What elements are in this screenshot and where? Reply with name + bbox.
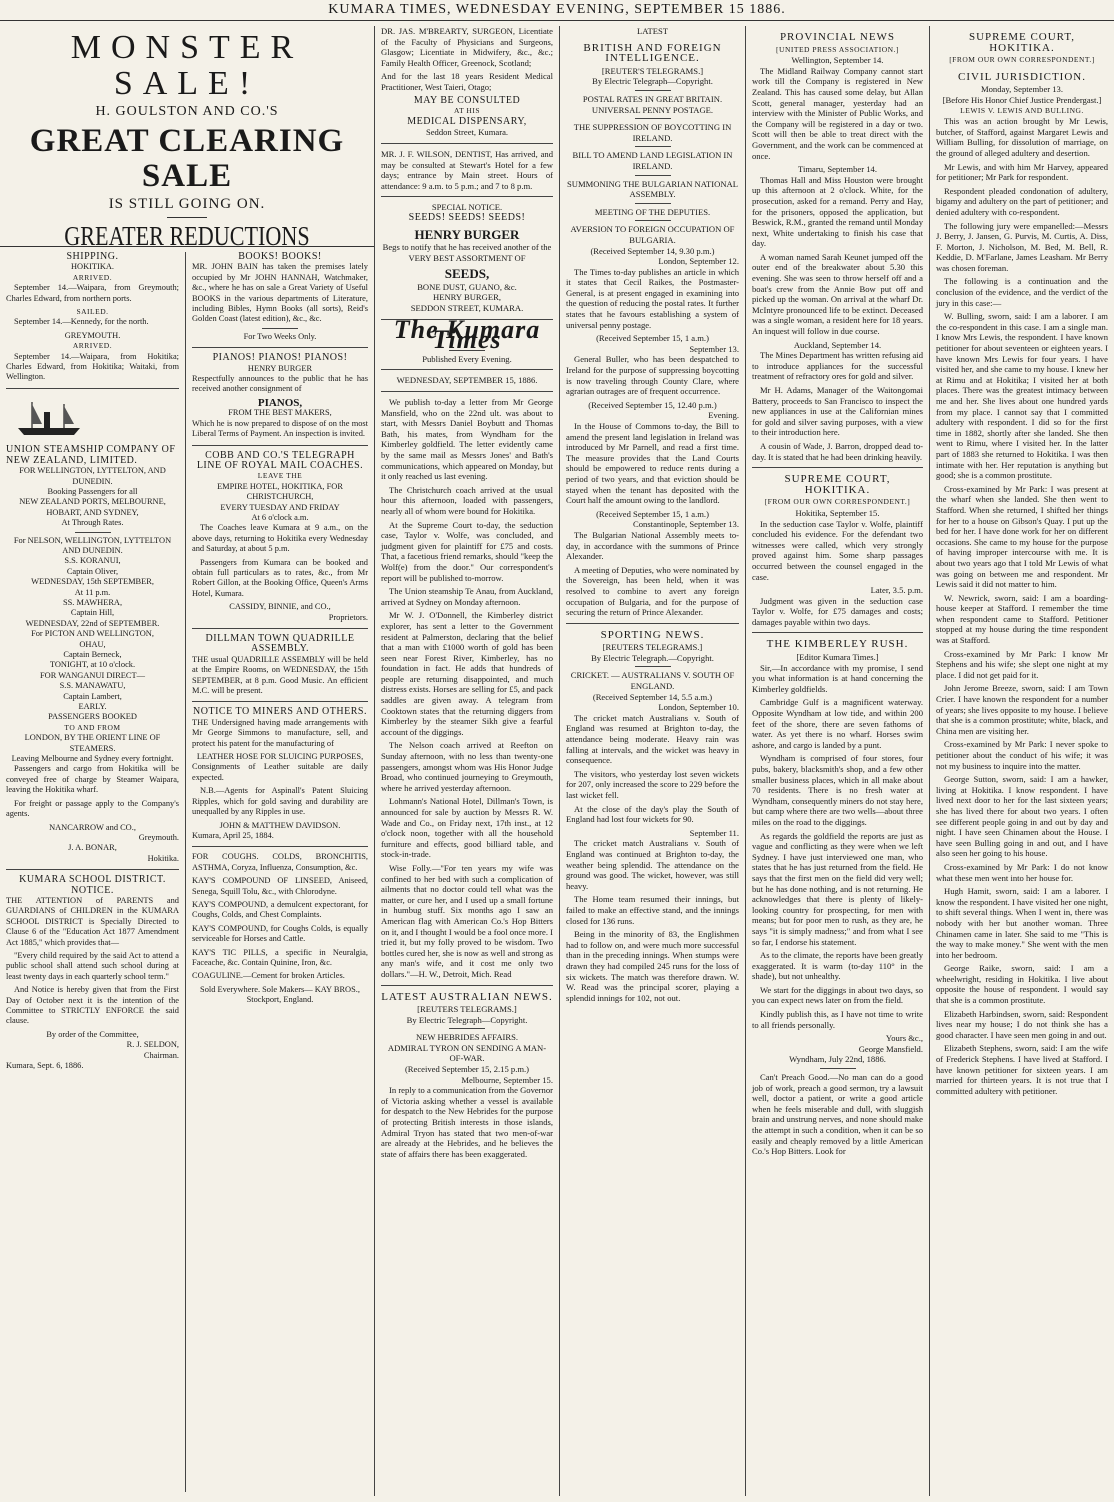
brit-received: (Received September 15, 1 a.m.)	[596, 333, 709, 344]
times-paragraph: The Nelson coach arrived at Reefton on Sunday afternoon, with no less than twenty-one passengers, amongst whom was His Honor Judge Broad, who continued journeying to Greymouth, where he arrived yesterday afternoon.	[381, 740, 553, 793]
civil-sub: [FROM OUR OWN CORRESPONDENT.]	[949, 55, 1095, 65]
hokitika-sailings: September 14.—Kennedy, for the north.	[14, 317, 149, 327]
civil-body: George Sutton, sworn, said: I am a hawker, living at Hokitika. I know respondent. I have lived next door to her for the last sixteen years; she has lived there for about two years. I often see different people going in and out by day and night. I have seen Chinamen about the House. I have seen Bulling going in and out, and I have also seen her going to his house.	[936, 774, 1108, 859]
school-quote: "Every child required by the said Act to attend a public school shall attend such school during at least twenty days in each quarterly school term."	[6, 950, 179, 981]
mcbrearty-body2: And for the last 18 years Resident Medical Practitioner, West Taieri, Otago;	[381, 71, 553, 92]
brit-dateline: London, September 12.	[658, 256, 739, 267]
books-body: MR. JOHN BAIN has taken the premises lately occupied by Mr JOHN HANNAH, Watchmaker, &c., where he has on sale a Great Variety of Useful BOOKS in the various departments of Literature, including Bibles, Hymn Books (all sorts), Reid's Golden Coast (latest edition), &c., &c.	[192, 262, 368, 324]
divider	[0, 246, 374, 247]
divider	[635, 220, 671, 221]
civil-date: Monday, September 13.	[980, 84, 1064, 95]
divider	[635, 90, 671, 91]
brit-headline: THE SUPPRESSION OF BOYCOTTING IN IRELAND.	[573, 122, 732, 143]
cricket-dateline: London, September 10.	[658, 702, 739, 713]
school-notice: NOTICE.	[71, 884, 114, 896]
civil-body: Elizabeth Harbindsen, sworn, said: Respondent lives near my house; I do not think she has a good character. I have seen men going in and out.	[936, 1008, 1108, 1040]
seeds-body: Begs to notify that he has received another of the	[382, 242, 552, 253]
hokitika-heading: HOKITIKA.	[70, 262, 115, 272]
brit-body: General Buller, who has been despatched to Ireland for the purpose of suppressing boycotting is now traveling through County Clare, where agrarian outrages are of frequent occurrence.	[566, 354, 739, 397]
times-paragraph: Wise Folly.—"For ten years my wife was confined to her bed with such a complication of ailments that no doctor could tell what was the matter, or cure her, and I used up a small fortune in humbug stuff. Six months ago I saw an American flag with American Co.'s Hop Bitters on it, and I thought I would be a fool once more. I tried it, but my folly proved to be wisdom. Two bottles cured her, she is now as well and strong as any man's wife, and it cost me only two dollars."—H. W., Detroit, Mich. Read	[381, 862, 553, 979]
prov-dateline: Auckland, September 14.	[793, 339, 882, 350]
ad-goulston-small: H. GOULSTON AND CO.'S	[95, 104, 279, 120]
kay-sold: Sold Everywhere. Sole Makers— KAY BROS., Stockport, England.	[200, 984, 360, 1005]
union-line: For NELSON, WELLINGTON, LYTTELTON AND DUNEDIN.	[13, 535, 172, 555]
cobb-body: The Coaches leave Kumara at 9 a.m., on the above days, returning to Hokitika every Wednesday and Saturday, at about 5 p.m.	[192, 523, 368, 554]
arrived-label: ARRIVED.	[72, 341, 113, 351]
sc-title: SUPREME COURT, HOKITIKA.	[784, 473, 891, 496]
aust-title: LATEST AUSTRALIAN NEWS.	[381, 990, 553, 1003]
divider	[381, 369, 553, 370]
civil-case: LEWIS V. LEWIS AND BULLING.	[960, 105, 1084, 115]
school-role: Chairman.	[143, 1050, 179, 1060]
union-line: At 11 p.m.	[74, 587, 111, 597]
miners-title: NOTICE TO MINERS AND OTHERS.	[193, 706, 367, 718]
divider	[752, 467, 923, 468]
union-line: At Through Rates.	[61, 518, 124, 528]
brit-headline: POSTAL RATES IN GREAT BRITAIN.	[582, 93, 723, 104]
divider	[262, 328, 298, 329]
union-line: LONDON, BY THE ORIENT LINE OF STEAMERS.	[24, 733, 161, 753]
seeds-word: SEEDS,	[444, 266, 490, 282]
divider	[635, 175, 671, 176]
union-line: For freight or passage apply to the Company's agents.	[6, 798, 179, 819]
civil-before: [Before His Honor Chief Justice Prendergast.]	[942, 94, 1102, 105]
brit-body: The Times to-day publishes an article in which it states that Cecil Raikes, the Postmaster-General, is at present engaged in examining into the question of reducing the postal rates. It further states that he favours establishing a system of universal penny postage.	[566, 266, 739, 330]
union-line: FOR WELLINGTON, LYTTELTON, AND DUNEDIN.	[19, 466, 166, 486]
divider	[192, 628, 368, 629]
greymouth-heading: GREYMOUTH.	[64, 330, 121, 340]
seeds-v: VERY BEST ASSORTMENT OF	[408, 252, 526, 263]
prov-body: The Mines Department has written refusing aid to introduce appliances for the successful treatment of refractory ores for gold and silver.	[752, 350, 923, 382]
union-line: OHAU,	[79, 639, 106, 649]
cobb-hotel: EMPIRE HOTEL, HOKITIKA, FOR CHRISTCHURCH,	[217, 481, 343, 502]
masthead: KUMARA TIMES, WEDNESDAY EVENING, SEPTEMBER 15 1886.	[0, 0, 1114, 21]
kim-body: Cambridge Gulf is a magnificent waterway. Opposite Wyndham at low tide, and within 200 feet of the shore, there are seven fathoms of water. As yet there is no wharf. Horses swim ashore, and cargo is landed by a punt.	[752, 697, 923, 750]
cricket-received: (Received September 14, 5.5 a.m.)	[592, 691, 713, 702]
greymouth-arrivals: September 14.—Waipara, from Hokitika; Charles Edward, from Hokitika; Waitaki, from Wellington.	[6, 351, 179, 382]
cricket-dateline: September 11.	[689, 827, 739, 838]
seeds-special: SPECIAL NOTICE.	[431, 202, 503, 213]
union-line: Captain Oliver,	[66, 566, 119, 576]
kim-body: As regards the goldfield the reports are just as vague and conflicting as they were when we left Sydney. I have just interviewed one man, who states that he has just returned from the field. He says that the first men on the field did very well; but he has done nothing, and is not returning. He acknowledges that there is plenty of likely-looking country for prospecting, for men with means; but for poor men to rush, as they are, he says "it is simply madness;" and from what I see so far, I endorse his statement.	[752, 830, 923, 947]
times-paragraph: At the Supreme Court to-day, the seduction case, Taylor v. Wolfe, was concluded, and judgment given for plaintiff for £75 and costs. That, a facetious friend remarks, should "keep the Wolf(e) from the door." Our correspondent's report will be published to-morrow.	[381, 519, 553, 583]
dillman-body: THE usual QUADRILLE ASSEMBLY will be held at the Empire Rooms, on WEDNESDAY, the 15th SEPTEMBER, at 8 p.m. Good Music. An efficient M.C. will be present.	[192, 654, 368, 696]
newspaper-nameplate: The Kumara Times	[393, 314, 541, 355]
brit-received: (Received September 15, 1 a.m.)	[596, 508, 709, 519]
divider	[381, 391, 553, 392]
brit-headline: AVERSION TO FOREIGN OCCUPATION OF BULGARIA.	[570, 224, 735, 245]
brit-dateline: September 13.	[689, 343, 739, 354]
civil-body: The following is a continuation and the conclusion of the evidence, and the verdict of the jury in this case:—	[936, 276, 1108, 308]
cobb-body2: Passengers from Kumara can be booked and obtain full particulars as to rates, &c., from Mr Robert Gillon, at the Booking Office, Queen's Arms Hotel, Kumara.	[192, 557, 368, 598]
goulston-ad	[0, 26, 374, 246]
kim-body: Kindly publish this, as I have not time to write to all friends personally.	[752, 1009, 923, 1030]
brit-dateline: Evening.	[708, 410, 739, 421]
pianos-body: Respectfully announces to the public that he has received another consignment of	[192, 374, 368, 394]
cobb-role: Proprietors.	[328, 612, 368, 622]
divider	[6, 388, 179, 389]
nh-body: In reply to a communication from the Governor of Victoria asking whether a vessel is available for despatch to the New Hebrides for the purpose of protecting British interests in those islands, Admiral Tryon has stated that two men-of-war are already at the Hebrides, and he believes the state of affairs there has been exaggerated.	[381, 1085, 553, 1159]
kay-item: KAY'S COMPOUND OF LINSEED, Aniseed, Senega, Squill Tolu, &c., with Chlorodyne.	[192, 876, 368, 896]
divider	[6, 869, 179, 870]
kay-item: KAY'S COMPOUND, for Coughs Colds, is equally serviceable for Horses and Cattle.	[192, 923, 368, 944]
union-line: S.S. KORANUI,	[64, 556, 121, 566]
miners-hose: LEATHER HOSE FOR SLUICING PURPOSES,	[196, 752, 364, 762]
supreme-court-column	[930, 26, 1114, 1496]
hokitika-arrivals: September 14.—Waipara, from Greymouth; Charles Edward, from northern ports.	[6, 283, 179, 303]
prov-body: The Midland Railway Company cannot start work till the Company is registered in New Zealand. This has caused some delay, but Allan Scott, general manager, yesterday had an interview with the Minister of Public Works, and the Company will be registered in a day or two. Scott will then be able to treat direct with the Government, and the work can be commenced at once.	[752, 65, 923, 161]
divider	[192, 846, 368, 847]
miners-nb: N.B.—Agents for Aspinall's Patent Sluicing Ripples, which for gold saving and durability are unequalled by any Ripples in use.	[192, 786, 368, 817]
union-title: UNION STEAMSHIP COMPANY OF NEW ZEALAND, LIMITED.	[6, 444, 176, 466]
cobb-sign: CASSIDY, BINNIE, and CO.,	[229, 602, 331, 612]
mcbrearty-body: DR. JAS. M'BREARTY, SURGEON, Licentiate of the Faculty of Physicians and Surgeons, Glasgow; Licentiate in Midwifery, &c., &c.; Family Health Officer, Greenock, Scotland;	[381, 26, 553, 68]
brit-headline: BILL TO AMEND LAND LEGISLATION IN IRELAND.	[572, 150, 733, 171]
civil-body: George Raike, sworn, said: I am a wheelwright, residing in Hokitika. I live about opposite the house of respondent. I would say that she is a common prostitute.	[936, 963, 1108, 1006]
civil-body: Cross-examined by Mr Park: I do not know what these men went into her house for.	[936, 861, 1108, 883]
times-paragraph: The Union steamship Te Anau, from Auckland, arrived at Sydney on Monday afternoon.	[381, 586, 553, 607]
kay-item: KAY'S TIC PILLS, a specific in Neuralgia, Faceache, &c. Contain Quinine, Iron, &c.	[192, 947, 368, 967]
union-line: EARLY.	[78, 702, 107, 712]
pianos-makers: FROM THE BEST MAKERS,	[228, 408, 332, 418]
union-line: WEDNESDAY, 22nd of SEPTEMBER.	[25, 618, 160, 628]
school-body2: And Notice is hereby given that from the First Day of October next it is the intention of the Committee to STRICTLY ENFORCE the said clause.	[6, 985, 179, 1026]
divider	[449, 1028, 485, 1029]
prov-body: Mr H. Adams, Manager of the Waitongomai Battery, proceeds to San Francisco to inspect the new appliances in use at the Californian mines for gold and silver saving purposes, with a view to their introduction here.	[752, 385, 923, 438]
ad-greater-reductions: GREATER REDUCTIONS	[64, 221, 310, 246]
brit-received: (Received September 14, 9.30 p.m.)	[590, 245, 715, 256]
prov-dateline: Wellington, September 14.	[791, 55, 884, 66]
kim-date: Wyndham, July 22nd, 1886.	[789, 1054, 886, 1065]
times-date: WEDNESDAY, SEPTEMBER 15, 1886.	[396, 375, 538, 386]
cricket-title: CRICKET. — AUSTRALIANS V. SOUTH OF ENGLAND.	[570, 670, 735, 692]
union-line: WEDNESDAY, 15th SEPTEMBER,	[31, 577, 154, 587]
books-title: BOOKS! BOOKS!	[238, 252, 322, 262]
brit-dateline: Constantinople, September 13.	[633, 519, 739, 530]
cricket-body: The cricket match Australians v. South of England was resumed at Brighton to-day, the attendance being moderate. Heavy rain was falling at intervals, and the wicket was heavy in consequence.	[566, 712, 739, 766]
union-line: PASSENGERS BOOKED	[48, 712, 137, 722]
kim-body: We start for the diggings in about two days, so you can expect news later on from the field.	[752, 984, 923, 1006]
divider	[752, 632, 923, 633]
union-line: Greymouth.	[138, 832, 179, 842]
kay-item: COAGULINE.—Cement for broken Articles.	[192, 971, 345, 981]
kim-body: As to the climate, the reports have been greatly exaggerated. It is warm (to-day 110° in the shade), but not unhealthy.	[752, 950, 923, 982]
prov-body: A woman named Sarah Keunet jumped off the outer end of the breakwater about 5.30 this evening. She was seen to throw herself off and a boat's crew from the Annie Bow put off and picked up the woman. On arrival at the wharf Dr. McIntyre pronounced life to be extinct. Deceased was a single woman, a resident here for 18 years. An inquest will follow in due course.	[752, 251, 923, 337]
sport-by: By Electric Telegraph.—Copyright.	[591, 652, 714, 663]
brit-headline: SUMMONING THE BULGARIAN NATIONAL ASSEMBLY.	[567, 178, 738, 200]
seeds-name: HENRY BURGER	[414, 226, 520, 242]
civil-heading: CIVIL JURISDICTION.	[958, 70, 1086, 83]
pianos-word: PIANOS,	[257, 396, 303, 409]
kim-yours: Yours &c.,	[885, 1033, 923, 1044]
union-line: TONIGHT, at 10 o'clock.	[49, 660, 136, 670]
miners-body2: Consignments of Leather suitable are daily expected.	[192, 762, 368, 782]
union-line: Booking Passengers for all	[47, 486, 138, 496]
cricket-body: The visitors, who yesterday lost seven wickets for 207, only increased the score to 229 before the last wicket fell.	[566, 768, 739, 800]
divider	[820, 1068, 856, 1069]
times-paragraph: Mr W. J. O'Donnell, the Kimberley district explorer, has sent a letter to the Government resident at Palmerston, declaring that the belief that a man with £1000 worth of gold has been seen near Forest River, Kimberley, has no foundation in fact. He adds that hundreds of people are returning disappointed, and much distress exists. Horses are selling for £5, and pack saddles are given away. A telegram from Cooktown states that the returning diggers from Kimberley by the steamer Sikh give a fearful account of the diggings.	[381, 610, 553, 737]
cricket-body: Being in the minority of 83, the Englishmen had to follow on, and were much more successful than in the preceding innings. When stumps were drawn they had compiled 245 runs for the loss of six wickets. The match was therefore drawn. W. W. Read was the principal scorer, playing a splendid innings for 102, not out.	[566, 929, 739, 1003]
civil-body: Mr Lewis, and with him Mr Harvey, appeared for petitioner; Mr Park for respondent.	[936, 161, 1108, 183]
union-line: NANCARROW and CO.,	[49, 822, 136, 832]
miners-sign: JOHN & MATTHEW DAVIDSON.	[219, 820, 341, 830]
civil-body: Elizabeth Stephens, sworn, said: I am the wife of Frederick Stephens. I have lived at Stafford. I have known petitioner for sixteen years. I am married for thirteen years. It is not true that I committed adultery with petitioner.	[936, 1043, 1108, 1096]
miners-date: Kumara, April 25, 1884.	[192, 830, 274, 840]
union-line: Captain Berneck,	[63, 650, 122, 659]
prov-sub: [UNITED PRESS ASSOCIATION.]	[776, 44, 899, 54]
cricket-body: The Home team resumed their innings, but failed to make an effective stand, and the innings closed for 136 runs.	[566, 894, 739, 926]
brit-body: The Bulgarian National Assembly meets to-day, in accordance with the summons of Prince Alexander.	[566, 529, 739, 562]
mcbrearty-at: AT HIS	[454, 106, 480, 116]
brit-headline: UNIVERSAL PENNY POSTAGE.	[591, 104, 714, 115]
editorial-column	[374, 26, 560, 1496]
divider	[192, 445, 368, 446]
union-line: Captain Hill,	[70, 608, 115, 618]
divider	[635, 118, 671, 119]
sport-sub: [REUTERS TELEGRAMS.]	[602, 642, 703, 653]
civil-body: Respondent pleaded condonation of adultery, bigamy and adultery on the part of petitioner; and denied adultery with co-respondent.	[936, 185, 1108, 217]
civil-body: Cross-examined by Mr Park: I was present at the wharf when she landed. She then went to Stafford. When she returned, I shifted her things for her to a house on Gibson's Quay. I put up the bed for her. I have done work for her on different occasions. She came to my house for the purpose of having improper intercourse with me. It is about two years ago that I told Mr Lewis of what was going on between me and respondent. Mr Lewis said it did not matter to him.	[936, 483, 1108, 590]
ads-column	[186, 252, 374, 1492]
arrived-label: ARRIVED.	[72, 272, 113, 282]
cricket-body: At the close of the day's play the South of England had lost four wickets for 90.	[566, 803, 739, 825]
kim-title: THE KIMBERLEY RUSH.	[766, 638, 909, 651]
civil-body: W. Newrick, sworn, said: I am a boarding-house keeper at Stafford. I remember the time when respondent came to Stafford. Petitioner stopped at my house during the time respondent was at Stafford.	[936, 592, 1108, 646]
wilson-body: MR. J. F. WILSON, DENTIST, Has arrived, and may be consulted at Stewart's Hotel for a few days; entrance by Main street. Hours of attendance: 9 a.m. to 5 p.m.; and 7 to 8 p.m.	[381, 148, 553, 191]
civil-body: Cross-examined by Mr Park: I know Mr Stephens and his wife; she slept one night at my place. I did not get paid for it.	[936, 648, 1108, 680]
miners-body: THE Undersigned having made arrangements with Mr George Simmons to manufacture, sell, and protect his patent for the manufacturing of	[192, 717, 368, 748]
divider	[381, 985, 553, 986]
cobb-time: At 6 o'clock a.m.	[251, 512, 309, 522]
school-body: THE ATTENTION of PARENTS and GUARDIANS of CHILDREN in the KUMARA SCHOOL DISTRICT is Specially Directed to Clause 6 of the "Education Act 1877 Amendment Act 1885," which provides that—	[6, 895, 179, 947]
ad-still-going: IS STILL GOING ON.	[108, 196, 266, 213]
brit-by: By Electric Telegraph—Copyright.	[592, 76, 713, 87]
cobb-leave: LEAVE THE	[257, 471, 303, 481]
school-order: By order of the Committee,	[46, 1029, 139, 1039]
brit-latest: LATEST	[636, 26, 669, 36]
brit-headline: MEETING OF THE DEPUTIES.	[594, 206, 711, 217]
kim-body: Sir,—In accordance with my promise, I send you what information is at hand concerning the Kimberley goldfields.	[752, 662, 923, 694]
civil-body: The following jury were empanelled:—Messrs J. Berry, J. Jansen, G. Purvis, M. Curtis, A. Diss, F. Morton, J. Nicholson, M. Bed, M. Bell, R. Keddie, D. M'Farlane, James Leasham. Mr Berry was chosen foreman.	[936, 220, 1108, 273]
brit-body: In the House of Commons to-day, the Bill to amend the present land legislation in Ireland was introduced by Mr Parnell, and read a first time. The measure provides that the Land Courts should be empowered to reduce rents during a period of two years, and that eviction should be stayed when the tenant has deposited with the Court half the amount owing to the landlord.	[566, 421, 739, 506]
brit-sub: [REUTER'S TELEGRAMS.]	[601, 65, 704, 76]
times-paragraph: The Christchurch coach arrived at the usual hour this afternoon, loaded with passengers, nearly all of whom were bound for Hokitika.	[381, 484, 553, 516]
aust-by: By Electric Telegraph—Copyright.	[406, 1014, 528, 1025]
union-line: S.S. MANAWATU,	[59, 681, 126, 691]
union-line: Passengers and cargo from Hokitika will be conveyed free of charge by Steamer Waipara, leaving the Hokitika wharf.	[6, 764, 179, 795]
seeds-addr: SEDDON STREET, KUMARA.	[410, 303, 524, 314]
civil-body: Cross-examined by Mr Park: I never spoke to petitioner about the conduct of his wife; it was not my business to inquire into the matter.	[936, 739, 1108, 771]
union-line: For PICTON AND WELLINGTON,	[31, 629, 154, 639]
divider	[381, 196, 553, 197]
shipping-column	[0, 252, 186, 1492]
ad-monster-sale: MONSTER SALE!	[70, 29, 304, 102]
divider	[192, 347, 368, 348]
times-pub: Published Every Evening.	[422, 353, 512, 364]
kim-body: Wyndham is comprised of four stores, four pubs, bakery, blacksmith's shop, and a few other smaller business places, which in all make about 70 residents. There is no fresh water at Wyndham, consequently miners do not stay here, but camp where there are two wells—about three miles on the road to the diggings.	[752, 753, 923, 827]
brit-received: (Received September 15, 12.40 p.m.)	[588, 399, 717, 410]
sc-sub: [FROM OUR OWN CORRESPONDENT.]	[764, 497, 911, 507]
school-sign: R. J. SELDON,	[126, 1040, 179, 1050]
prov-dateline: Timaru, September 14.	[798, 164, 877, 175]
steamship-icon	[14, 398, 84, 438]
cobb-days: EVERY TUESDAY AND FRIDAY	[220, 502, 340, 512]
union-line: J. A. BONAR,	[68, 843, 117, 853]
pianos-name: HENRY BURGER	[247, 363, 313, 373]
pianos-body2: Which he is now prepared to dispose of on the most Liberal Terms of Payment. An inspection is invited.	[192, 418, 368, 439]
mcbrearty-consult: MAY BE CONSULTED	[413, 94, 521, 106]
school-date: Kumara, Sept. 6, 1886.	[6, 1061, 84, 1071]
sailed-label: SAILED.	[76, 307, 109, 317]
provincial-column	[746, 26, 930, 1496]
seeds-title: SEEDS! SEEDS! SEEDS!	[408, 211, 526, 223]
sc-body: Judgment was given in the seduction case Taylor v. Wolfe, for £75 damages and costs; damages payable within two days.	[752, 595, 923, 627]
divider	[635, 203, 671, 204]
times-paragraph: We publish to-day a letter from Mr George Mansfield, who on the 22nd ult. was about to start, with Messrs Daniel Boybutt and Thomas Bath, his mates, from Wyndham for the Kimberley goldfield. The letter evidently came by the same mail as Messrs Jones' and Bath's communications, which appeared on Monday, but it only reached us last evening.	[381, 397, 553, 482]
cant-preach: Can't Preach Good.—No man can do a good job of work, preach a good sermon, try a lawsuit well, doctor a patient, or write a good article when he feels miserable and dull, with sluggish brain and unstrung nerves, and none should make the attempt in such a condition, when it can be so easily and cheaply removed by a little American Co.'s Hop Bitters. Look for	[752, 1072, 923, 1157]
british-news-column	[560, 26, 746, 1496]
nh-title: NEW HEBRIDES AFFAIRS.	[415, 1032, 519, 1043]
divider	[75, 532, 111, 533]
divider	[192, 701, 368, 702]
sport-title: SPORTING NEWS.	[600, 628, 705, 641]
union-line: NEW ZEALAND PORTS, MELBOURNE, HOBART, AND SYDNEY,	[19, 497, 166, 517]
books-for: For Two Weeks Only.	[243, 331, 317, 341]
divider	[566, 623, 739, 624]
prov-title: PROVINCIAL NEWS	[779, 31, 896, 43]
civil-body: Hugh Hamit, sworn, said: I am a laborer. I know the respondent. I have visited her one night, to shift several things. When I went in, there was nobody with her but another woman. Three Chinamen came in later. She said to me "This is the way to make money." She went with the men into her bedroom.	[936, 886, 1108, 960]
sc-body: In the seduction case Taylor v. Wolfe, plaintiff concluded his evidence. For the defendant two witnesses were called, which very strongly proved against him. Some sharp passages occurred between the counsel engaged in the case.	[752, 518, 923, 582]
kay-title: FOR COUGHS. COLDS, BRONCHITIS, ASTHMA, Coryza, Influenza, Consumption, &c.	[192, 852, 368, 872]
kim-sub: [Editor Kumara Times.]	[796, 652, 879, 663]
school-title: KUMARA SCHOOL DISTRICT.	[19, 874, 166, 886]
pianos-title: PIANOS! PIANOS! PIANOS!	[212, 352, 348, 364]
brit-body: A meeting of Deputies, who were nominated by the Sovereign, has been held, when it was resolved to combine to avert any foreign occupation of Bulgaria, and for the purpose of securing the return of Prince Alexander.	[566, 564, 739, 618]
times-paragraph: Lohmann's National Hotel, Dillman's Town, is announced for sale by auction by Messrs R. W. Wade and Co., on Friday next, 17th inst., at 12 o'clock noon, together with all the household furniture and effects, good billiard table, and stock-in-trade.	[381, 796, 553, 860]
ad-great-clearing: GREAT CLEARING SALE	[29, 123, 345, 194]
prov-body: Thomas Hall and Miss Houston were brought up this afternoon at 2 o'clock. White, for the prosecution, asked for a remand. Perry and Hay, for the prisoners, opposed the application, but Beswick, R.M., granted the remand until Monday next, White undertaking to finish his case that day.	[752, 174, 923, 249]
brit-title: BRITISH AND FOREIGN INTELLIGENCE.	[583, 41, 722, 65]
prov-body: A cousin of Wade, J. Barron, dropped dead to-day. It is stated that he had been drinking heavily.	[752, 440, 923, 462]
union-line: SS. MAWHERA,	[62, 597, 123, 607]
union-line: FOR WANGANUI DIRECT—	[40, 670, 145, 680]
civil-body: W. Bulling, sworn, said: I am a laborer. I am the co-respondent in this case. I am a single man. I know Mrs Lewis, the respondent. I have known petitioner for about seventeen or eighteen years. I have known Mrs Lewis for four years. I have visited her, and she came to my house. I knew her at Rimu and at Hokitika; I visited her at both places. There was the greatest intimacy between me and her. She lives about one hundred yards from my place. I cannot say that I committed adultery with respondent. I did so for the first time in 1882, shortly after she landed. She then went to Rimu, where I visited her. In the latter part of 1883 she returned to Hokitika. I was then intimate with her. Her reputation is anything but good; she is a common prostitute.	[936, 311, 1108, 481]
union-line: TO AND FROM	[64, 722, 121, 732]
seeds-sign: HENRY BURGER,	[433, 292, 501, 303]
civil-body: This was an action brought by Mr Lewis, butcher, of Stafford, against Margaret Lewis and William Bulling, for dissolution of marriage, on the ground of alleged adultery and desertion.	[936, 116, 1108, 158]
sc-dateline: Later, 3.5. p.m.	[870, 585, 923, 596]
nh-rec: (Received September 15, 2.15 p.m.)	[404, 1064, 530, 1075]
civil-title: SUPREME COURT, HOKITIKA.	[968, 31, 1076, 54]
civil-body: John Jerome Breeze, sworn, said: I am Town Crier. I have known the respondent for a number of years; she lives opposite to my house. I believe that she is a common prostitute; white, black, and China men are visiting her.	[936, 683, 1108, 736]
divider	[635, 146, 671, 147]
union-line: Hokitika.	[147, 853, 179, 863]
shipping-title: SHIPPING.	[66, 252, 119, 262]
divider	[635, 666, 671, 667]
aust-sub: [REUTERS TELEGRAMS.]	[417, 1004, 517, 1015]
mcbrearty-street: Seddon Street, Kumara.	[425, 127, 509, 138]
divider	[381, 143, 553, 144]
divider	[167, 217, 207, 218]
mcbrearty-disp: MEDICAL DISPENSARY,	[407, 115, 527, 127]
seeds-bone: BONE DUST, GUANO, &c.	[417, 281, 517, 292]
kay-item: KAY'S COMPOUND, a demulcent expectorant, for Coughs, Colds, and Chest Complaints.	[192, 899, 368, 920]
cobb-title: COBB AND CO.'S TELEGRAPH LINE OF ROYAL MAIL COACHES.	[196, 449, 364, 471]
cricket-body: The cricket match Australians v. South of England was continued at Brighton to-day, the weather being splendid. The attendance on the ground was good. The wicket, however, was still heavy.	[566, 838, 739, 891]
kim-sign: George Mansfield.	[858, 1043, 923, 1054]
nh-sub: ADMIRAL TYRON ON SENDING A MAN-OF-WAR.	[387, 1042, 547, 1064]
dillman-title: DILLMAN TOWN QUADRILLE ASSEMBLY.	[205, 633, 355, 655]
union-line: Captain Lambert,	[63, 691, 122, 701]
sc-dateline: Hokitika, September 15.	[795, 507, 880, 518]
nh-place: Melbourne, September 15.	[461, 1074, 553, 1085]
union-line: Leaving Melbourne and Sydney every fortnight.	[11, 754, 174, 764]
